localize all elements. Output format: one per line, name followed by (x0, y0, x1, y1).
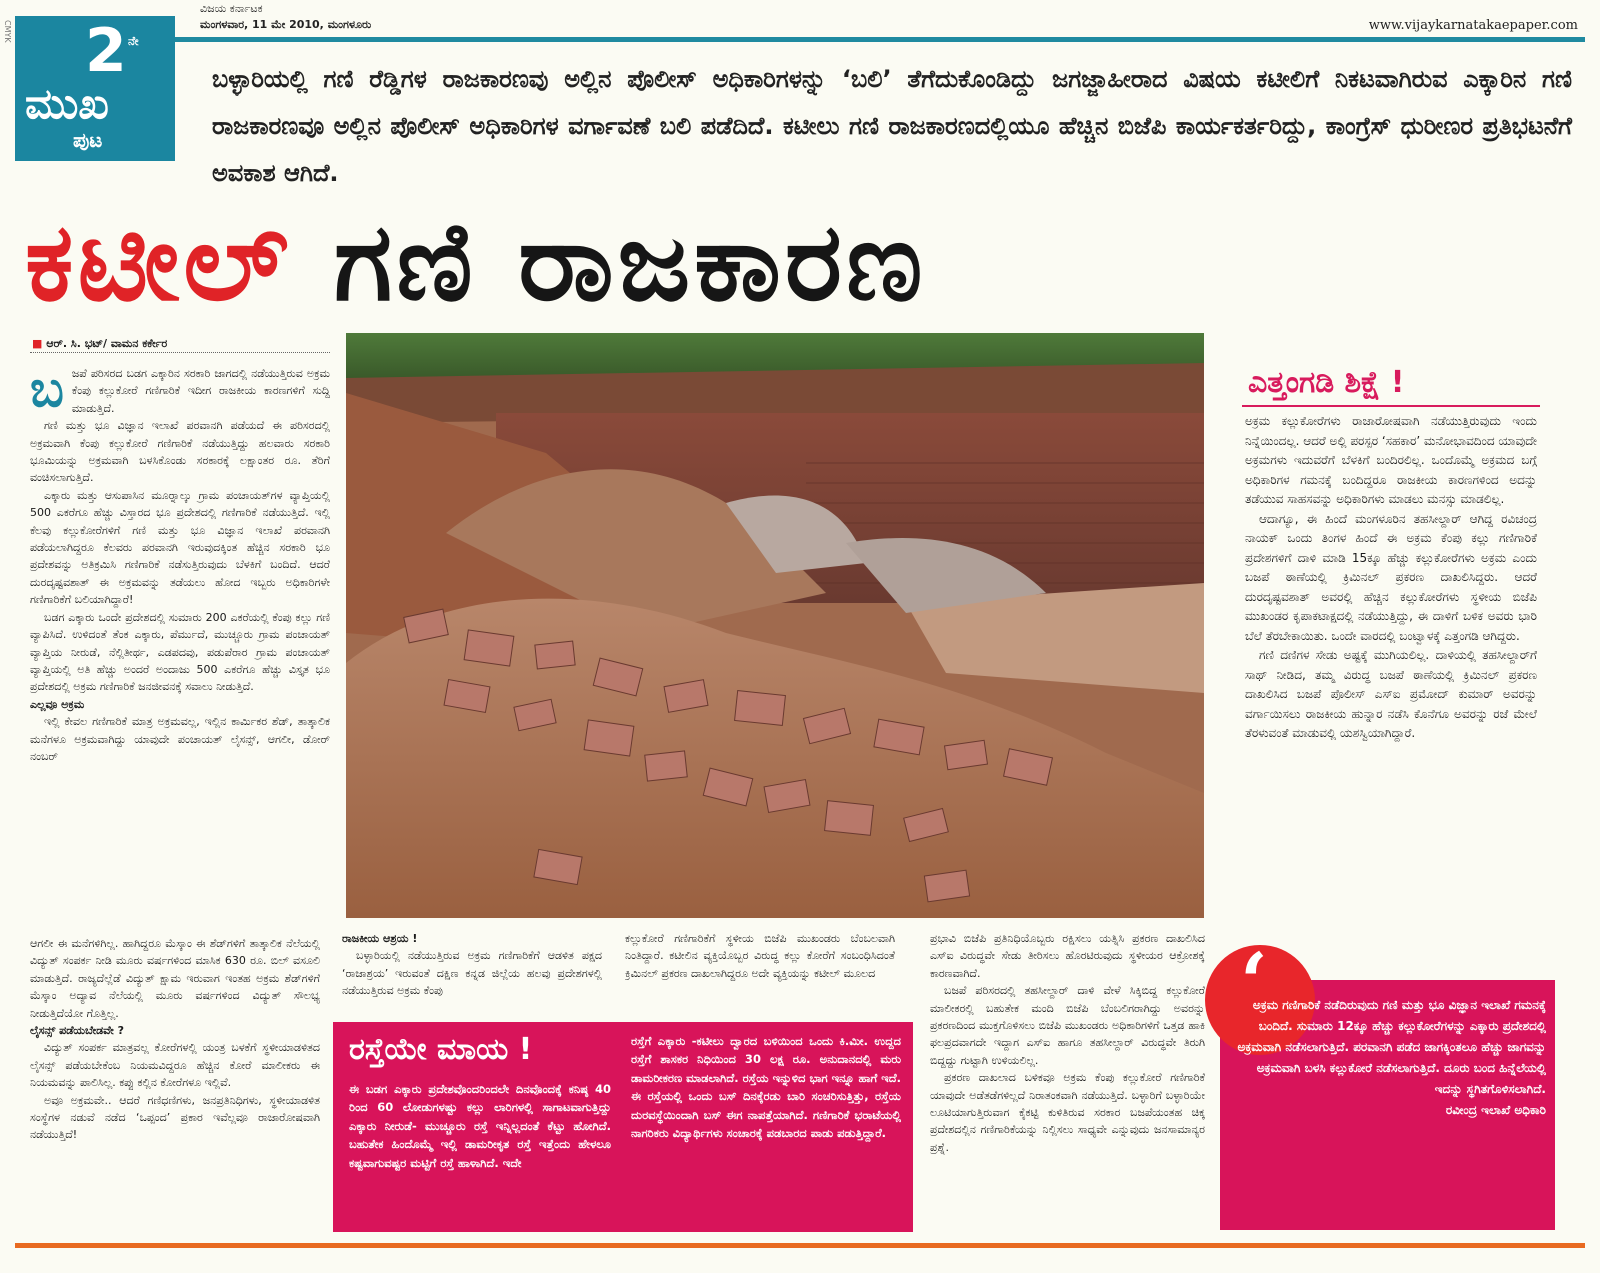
headline-black-part: ಗಣಿ ರಾಜಕಾರಣ (333, 200, 927, 325)
paragraph: ಕಲ್ಲುಕೋರೆ ಗಣಿಗಾರಿಕೆಗೆ ಸ್ಥಳೀಯ ಬಿಜೆಪಿ ಮುಖಂಡರು ಬೆಂಬಲವಾಗಿ ನಿಂತಿದ್ದಾರೆ. ಕಟೀಲಿನ ವ್ಯಕ್ತಿಯೊಬ್ಬರ ವಿರುದ್ಧ ಕಲ್ಲು ಕೋರೆಗೆ ಸಂಬಂಧಿಸಿದಂತೆ ಕ್ರಿಮಿನಲ್ ಪ್ರಕರಣ ದಾಖಲಾಗಿದ್ದರೂ ಅದೇ ವ್ಯಕ್ತಿಯನ್ನು ಕಟೀಲ್ ಮೂಲದ (625, 932, 895, 980)
badge-word: ಮುಖ (25, 79, 109, 128)
quarry-photo-illustration (346, 333, 1204, 918)
article-column-4 (930, 930, 1205, 1230)
road-box-title: ರಸ್ತೆಯೇ ಮಾಯ ! (349, 1032, 533, 1067)
byline-authors: ಆರ್. ಸಿ. ಭಟ್/ ವಾಮನ ಕರ್ಕೇರ (46, 337, 168, 350)
article-column-1-continued (30, 935, 320, 1235)
paragraph: ವಿದ್ಯುತ್ ಸಂಪರ್ಕ ಮಾತ್ರವಲ್ಲ ಕೋರೆಗಳಲ್ಲಿ ಯಂತ್ರ ಬಳಕೆಗೆ ಸ್ಥಳೀಯಾಡಳಿತದ ಲೈಸನ್ಸ್ ಪಡೆಯಬೇಕೆಂಬ ನಿಯಮವಿದ್ದರೂ ಹೆಚ್ಚಿನ ಕೋರೆ ಮಾಲೀಕರು ಈ ನಿಯಮವನ್ನು ಪಾಲಿಸಿಲ್ಲ. ಕಪ್ಪು ಕಲ್ಲಿನ ಕೋರೆಗಳೂ ಇಲ್ಲಿವೆ. (30, 1041, 320, 1090)
quote-body: ಅಕ್ರಮ ಗಣಿಗಾರಿಕೆ ನಡೆದಿರುವುದು ಗಣಿ ಮತ್ತು ಭೂ ವಿಜ್ಞಾನ ಇಲಾಖೆ ಗಮನಕ್ಕೆ ಬಂದಿದೆ. ಸುಮಾರು 12ಕ್ಕೂ ಹೆಚ್ಚು ಕಲ್ಲುಕೋರೆಗಳನ್ನು ಎಕ್ಕಾರು ಪ್ರದೇಶದಲ್ಲಿ ಅಕ್ರಮವಾಗಿ ನಡೆಸಲಾಗುತ್ತಿದೆ. ಪರವಾನಗಿ ಪಡೆದ ಜಾಗಕ್ಕಿಂತಲೂ ಹೆಚ್ಚು ಜಾಗವನ್ನು ಅಕ್ರಮವಾಗಿ ಬಳಸಿ ಕಲ್ಲುಕೋರೆ ನಡೆಸಲಾಗುತ್ತಿದೆ. ದೂರು ಬಂದ ಹಿನ್ನೆಲೆಯಲ್ಲಿ ಇದನ್ನು ಸ್ಥಗಿತಗೊಳಿಸಲಾಗಿದೆ. (1237, 998, 1546, 1096)
quote-attribution: ರವೀಂದ್ರ ಇಲಾಖೆ ಅಧಿಕಾರಿ (1445, 1103, 1546, 1117)
paragraph: ಇಲ್ಲಿ ಕೇವಲ ಗಣಿಗಾರಿಕೆ ಮಾತ್ರ ಅಕ್ರಮವಲ್ಲ, ಇಲ್ಲಿನ ಕಾರ್ಮಿಕರ ಶೆಡ್, ತಾತ್ಕಾಲಿಕ ಮನೆಗಳೂ ಅಕ್ರಮವಾಗಿದ್ದು ಯಾವುದೇ ಪಂಚಾಯತ್ ಲೈಸನ್ಸ್, ಆಗಲೀ, ಡೋರ್ ನಂಬರ್ (30, 715, 330, 763)
paragraph: ಆದಾಗ್ಯೂ, ಈ ಹಿಂದೆ ಮಂಗಳೂರಿನ ತಹಸೀಲ್ದಾರ್ ಆಗಿದ್ದ ರವಿಚಂದ್ರ ನಾಯಕ್ ಒಂದು ತಿಂಗಳ ಹಿಂದೆ ಈ ಅಕ್ರಮ ಕೆಂಪು ಕಲ್ಲು ಗಣಿಗಾರಿಕೆ ಪ್ರದೇಶಗಳಿಗೆ ದಾಳಿ ಮಾಡಿ 15ಕ್ಕೂ ಹೆಚ್ಚು ಕಲ್ಲುಕೋರೆಗಳು ಅಕ್ರಮ ಎಂದು ಬಜಪೆ ಠಾಣೆಯಲ್ಲಿ ಕ್ರಿಮಿನಲ್ ಪ್ರಕರಣ ದಾಖಲಿಸಿದ್ದರು. ಆದರೆ ದುರದೃಷ್ಟವಶಾತ್ ಅವರಲ್ಲಿ ಹೆಚ್ಚಿನ ಕಲ್ಲುಕೋರೆಗಳು ಸ್ಥಳೀಯ ಬಿಜೆಪಿ ಮುಖಂಡರ ಕೃಪಾಕಟಾಕ್ಷದಲ್ಲಿ ನಡೆಯುತ್ತಿದ್ದು, ಈ ದಾಳಿಗೆ ಬಳಿಕ ಅವರು ಭಾರಿ ಬೆಲೆ ತೆರಬೇಕಾಯಿತು. ಒಂದೇ ವಾರದಲ್ಲಿ ಬಂಟ್ವಾಳಕ್ಕೆ ಎತ್ತಂಗಡಿ ಆಗಿದ್ದರು. (1245, 511, 1537, 643)
date-line: ಮಂಗಳವಾರ, 11 ಮೇ 2010, ಮಂಗಳೂರು (200, 18, 372, 31)
subheading: ಎಲ್ಲವೂ ಅಕ್ರಮ (30, 697, 85, 711)
header-rule (15, 37, 1585, 42)
paragraph: ಆಗಲೀ ಈ ಮನೆಗಳಿಗಿಲ್ಲ. ಹಾಗಿದ್ದರೂ ಮೆಸ್ಕಾಂ ಈ ಶೆಡ್‌ಗಳಿಗೆ ತಾತ್ಕಾಲಿಕ ನೆಲೆಯಲ್ಲಿ ವಿದ್ಯುತ್ ಸಂಪರ್ಕ ನೀಡಿ ಮೂರು ವರ್ಷಗಳಿಂದ ಮಾಸಿಕ 630 ರೂ. ಬಿಲ್ ವಸೂಲಿ ಮಾಡುತ್ತಿದೆ. ರಾಜ್ಯದೆಲ್ಲೆಡೆ ವಿದ್ಯುತ್ ಕ್ಷಾಮ ಇರುವಾಗ ಇಂತಹ ಅಕ್ರಮ ಶೆಡ್‌ಗಳಿಗೆ ಮೆಸ್ಕಾಂ ಅದ್ಯಾವ ನೆಲೆಯಲ್ಲಿ ಮೂರು ವರ್ಷಗಳಿಂದ ವಿದ್ಯುತ್ ಸೌಲಭ್ಯ ನೀಡುತ್ತಿದೆಯೋ ಗೊತ್ತಿಲ್ಲ. (30, 937, 320, 1020)
print-registration-code: CMYK (3, 20, 12, 43)
badge-number: 2 (85, 16, 127, 86)
road-box-text-right: ರಸ್ತೆಗೆ ಎಕ್ಕಾರು -ಕಟೀಲು ದ್ವಾರದ ಬಳಿಯಿಂದ ಒಂದು ಕಿ.ಮೀ. ಉದ್ದದ ರಸ್ತೆಗೆ ಶಾಸಕರ ನಿಧಿಯಿಂದ 30 ಲಕ್ಷ ರೂ. ಅನುದಾನದಲ್ಲಿ ಮರು ಡಾಮರೀಕರಣ ಮಾಡಲಾಗಿದೆ. ರಸ್ತೆಯ ಇನ್ನುಳಿದ ಭಾಗ ಇನ್ನೂ ಹಾಗೆ ಇದೆ. ಈ ರಸ್ತೆಯಲ್ಲಿ ಒಂದು ಬಸ್ ದಿನಕ್ಕೆರಡು ಬಾರಿ ಸಂಚರಿಸುತ್ತಿತ್ತು, ರಸ್ತೆಯ ದುರವಸ್ಥೆಯಿಂದಾಗಿ ಬಸ್ ಈಗ ನಾಪತ್ತೆಯಾಗಿದೆ. ಗಣಿಗಾರಿಕೆ ಭರಾಟೆಯಲ್ಲಿ ನಾಗರಿಕರು ವಿದ್ಯಾರ್ಥಿಗಳು ಸಂಚಾರಕ್ಕೆ ಪಡಬಾರದ ಪಾಡು ಪಡುತ್ತಿದ್ದಾರೆ. (631, 1034, 901, 1141)
road-vanished-box (333, 1022, 913, 1232)
lede-paragraph: ಬಳ್ಳಾರಿಯಲ್ಲಿ ಗಣಿ ರೆಡ್ಡಿಗಳ ರಾಜಕಾರಣವು ಅಲ್ಲಿನ ಪೊಲೀಸ್ ಅಧಿಕಾರಿಗಳನ್ನು ‘ಬಲಿ’ ತೆಗೆದುಕೊಂಡಿದ್ದು ಜಗಜ್ಜಾಹೀರಾದ ವಿಷಯ ಕಟೀಲಿಗೆ ನಿಕಟವಾಗಿರುವ ಎಕ್ಕಾರಿನ ಗಣಿ ರಾಜಕಾರಣವೂ ಅಲ್ಲಿನ ಪೊಲೀಸ್ ಅಧಿಕಾರಿಗಳ ವರ್ಗಾವಣೆ ಬಲಿ ಪಡೆದಿದೆ. ಕಟೀಲು ಗಣಿ ರಾಜಕಾರಣದಲ್ಲಿಯೂ ಹೆಚ್ಚಿನ ಬಿಜೆಪಿ ಕಾರ್ಯಕರ್ತರಿದ್ದು, ಕಾಂಗ್ರೆಸ್ ಧುರೀಣರ ಪ್ರತಿಭಟನೆಗೆ ಅವಕಾಶ ಆಗಿದೆ. (212, 65, 1572, 187)
quote-text (1228, 995, 1546, 1121)
paragraph: ಅವೂ ಅಕ್ರಮವೇ.. ಆದರೆ ಗಣಿಧಣಿಗಳು, ಜನಪ್ರತಿನಿಧಿಗಳು, ಸ್ಥಳೀಯಾಡಳಿತ ಸಂಸ್ಥೆಗಳ ನಡುವೆ ನಡೆದ ‘ಒಪ್ಪಂದ’ ಪ್ರಕಾರ ಇವೆಲ್ಲವೂ ರಾಜಾರೋಷವಾಗಿ ನಡೆಯುತ್ತಿದೆ! (30, 1093, 320, 1142)
quote-mark-icon: ‘ (1240, 935, 1268, 1029)
article-column-1 (30, 365, 330, 920)
sidebar-rule (1242, 405, 1540, 407)
byline-bullet-icon: ■ (32, 337, 43, 350)
website-url[interactable]: www.vijaykarnatakaepaper.com (1368, 18, 1578, 33)
paragraph: ಪ್ರಭಾವಿ ಬಿಜೆಪಿ ಪ್ರತಿನಿಧಿಯೊಬ್ಬರು ರಕ್ಷಿಸಲು ಯತ್ನಿಸಿ ಪ್ರಕರಣ ದಾಖಲಿಸಿದ ಎಸ್‌ಐ ವಿರುದ್ಧವೇ ಸೇಡು ತೀರಿಸಲು ಹೊರಟಿರುವುದು ಸ್ಥಳೀಯರ ಆಕ್ರೋಶಕ್ಕೆ ಕಾರಣವಾಗಿದೆ. (930, 932, 1205, 980)
article-column-3 (625, 930, 895, 1015)
paragraph: ಅಕ್ರಮ ಕಲ್ಲುಕೋರೆಗಳು ರಾಜಾರೋಷವಾಗಿ ನಡೆಯುತ್ತಿರುವುದು ಇಂದು ನಿನ್ನೆಯಿಂದಲ್ಲ. ಆದರೆ ಅಲ್ಲಿ ಪರಸ್ಪರ ‘ಸಹಕಾರ’ ಮನೋಭಾವದಿಂದ ಯಾವುದೇ ಅಕ್ರಮಗಳು ಇದುವರೆಗೆ ಬೆಳಕಿಗೆ ಬಂದಿರಲಿಲ್ಲ. ಒಂದೊಮ್ಮೆ ಅಕ್ರಮದ ಬಗ್ಗೆ ಅಧಿಕಾರಿಗಳ ಗಮನಕ್ಕೆ ಬಂದಿದ್ದರೂ ರಾಜಕೀಯ ಕಾರಣಗಳಿಂದ ಅದನ್ನು ತಡೆಯುವ ಸಾಹಸವನ್ನು ಅಧಿಕಾರಿಗಳು ಮಾಡಲು ಮನಸ್ಸು ಮಾಡಲಿಲ್ಲ. (1245, 414, 1537, 506)
paragraph: ಪ್ರಕರಣ ದಾಖಲಾದ ಬಳಿಕವೂ ಅಕ್ರಮ ಕೆಂಪು ಕಲ್ಲುಕೋರೆ ಗಣಿಗಾರಿಕೆ ಯಾವುದೇ ಅಡೆತಡೆಗಳಿಲ್ಲದೆ ನಿರಾತಂಕವಾಗಿ ನಡೆಯುತ್ತಿದೆ. ಬಳ್ಳಾರಿಗೆ ಬಳ್ಳಾರಿಯೇ ಲೂಟಿಯಾಗುತ್ತಿರುವಾಗ ಕೈಕಟ್ಟಿ ಕುಳಿತಿರುವ ಸರಕಾರ ಬಜಪೆಯಂತಹ ಚಿಕ್ಕ ಪ್ರದೇಶದಲ್ಲಿನ ಗಣಿಗಾರಿಕೆಯನ್ನು ನಿಲ್ಲಿಸಲು ಸಾಧ್ಯವೇ ಎನ್ನುವುದು ಜನಸಾಮಾನ್ಯರ ಪ್ರಶ್ನೆ. (930, 1071, 1205, 1154)
quarry-photo (346, 333, 1204, 918)
footer-rule (15, 1243, 1585, 1248)
headline-red-part: ಕಟೀಲ್ (25, 200, 293, 325)
drop-cap: ಬ (30, 365, 64, 418)
badge-subword: ಪುಟ (73, 128, 103, 152)
paragraph: ಎಕ್ಕಾರು ಮತ್ತು ಆಸುಪಾಸಿನ ಮೂರ್‍ನಾಲ್ಕು ಗ್ರಾಮ ಪಂಚಾಯತ್‌ಗಳ ವ್ಯಾಪ್ತಿಯಲ್ಲಿ 500 ಎಕರೆಗೂ ಹೆಚ್ಚು ವಿಸ್ತಾರದ ಭೂ ಪ್ರದೇಶದಲ್ಲಿ ಗಣಿಗಾರಿಕೆ ನಡೆಯುತ್ತಿದೆ. ಇಲ್ಲಿ ಕೆಲವು ಕಲ್ಲುಕೋರೆಗಳಿಗೆ ಗಣಿ ಮತ್ತು ಭೂ ವಿಜ್ಞಾನ ಇಲಾಖೆ ಪರವಾನಗಿ ಪಡೆಯಲಾಗಿದ್ದರೂ ಕೆಲವರು ಪರವಾನಗಿ ಇರುವುದಕ್ಕಿಂತ ಹೆಚ್ಚಿನ ಸರಕಾರಿ ಭೂ ಪ್ರದೇಶವನ್ನು ಅತಿಕ್ರಮಿಸಿ ಗಣಿಗಾರಿಕೆ ನಡೆಸುತ್ತಿರುವುದು ಬೆಳಕಿಗೆ ಬಂದಿದೆ. ಆದರೆ ದುರದೃಷ್ಟವಶಾತ್ ಈ ಅಕ್ರಮವನ್ನು ತಡೆಯಲು ಹೋದ ಇಬ್ಬರು ಅಧಿಕಾರಿಗಳೇ ಗಣಿಗಾರಿಕೆಗೆ ಬಲಿಯಾಗಿದ್ದಾರೆ! (30, 488, 330, 607)
sidebar-title: ಎತ್ತಂಗಡಿ ಶಿಕ್ಷೆ ! (1248, 365, 1405, 400)
road-box-text-left: ಈ ಬಡಗ ಎಕ್ಕಾರು ಪ್ರದೇಶವೊಂದರಿಂದಲೇ ದಿನವೊಂದಕ್ಕೆ ಕನಿಷ್ಠ 40 ರಿಂದ 60 ಲೋಡುಗಳಷ್ಟು ಕಲ್ಲು ಲಾರಿಗಳಲ್ಲಿ ಸಾಗಾಟವಾಗುತ್ತಿದ್ದು ಎಕ್ಕಾರು ನೀರುಡೆ- ಮುಚ್ಚೂರು ರಸ್ತೆ ಇನ್ನಿಲ್ಲದಂತೆ ಕೆಟ್ಟು ಹೋಗಿದೆ. ಬಹುತೇಕ ಹಿಂದೊಮ್ಮೆ ಇಲ್ಲಿ ಡಾಮರೀಕೃತ ರಸ್ತೆ ಇತ್ತೆಂದು ಹೇಳಲೂ ಕಷ್ಟವಾಗುವಷ್ಟರ ಮಟ್ಟಿಗೆ ರಸ್ತೆ ಹಾಳಾಗಿದೆ. ಇದೇ (349, 1082, 611, 1170)
paragraph: ಜಪೆ ಪರಿಸರದ ಬಡಗ ಎಕ್ಕಾರಿನ ಸರಕಾರಿ ಜಾಗದಲ್ಲಿ ನಡೆಯುತ್ತಿರುವ ಅಕ್ರಮ ಕೆಂಪು ಕಲ್ಲುಕೋರೆ ಗಣಿಗಾರಿಕೆ ಇದೀಗ ರಾಜಕೀಯ ಕಾರಣಗಳಿಗೆ ಸುದ್ದಿ ಮಾಡುತ್ತಿದೆ. (71, 367, 330, 415)
paragraph: ಗಣಿ ಮತ್ತು ಭೂ ವಿಜ್ಞಾನ ಇಲಾಖೆ ಪರವಾನಗಿ ಪಡೆಯದೆ ಈ ಪರಿಸರದಲ್ಲಿ ಅಕ್ರಮವಾಗಿ ಕೆಂಪು ಕಲ್ಲುಕೋರೆ ಗಣಿಗಾರಿಕೆ ನಡೆಯುತ್ತಿದ್ದು ಹಲವಾರು ಸರಕಾರಿ ಭೂಮಿಯನ್ನು ಅಕ್ರಮವಾಗಿ ಬಳಸಿಕೊಂಡು ಸರಕಾರಕ್ಕೆ ಲಕ್ಷಾಂತರ ರೂ. ತೆರಿಗೆ ವಂಚಿಸಲಾಗುತ್ತಿದೆ. (30, 419, 330, 485)
byline (32, 337, 167, 351)
byline-rule (30, 352, 330, 353)
paragraph: ಬಡಗ ಎಕ್ಕಾರು ಒಂದೇ ಪ್ರದೇಶದಲ್ಲಿ ಸುಮಾರು 200 ಎಕರೆಯಲ್ಲಿ ಕೆಂಪು ಕಲ್ಲು ಗಣಿ ವ್ಯಾಪಿಸಿದೆ. ಉಳಿದಂತೆ ತೆಂಕ ಎಕ್ಕಾರು, ಪೆರ್ಮುದೆ, ಮುಚ್ಚೂರು ಗ್ರಾಮ ಪಂಚಾಯತ್ ವ್ಯಾಪ್ತಿಯ ನೀರುಡೆ, ನೆಲ್ಲಿತೀರ್ಥ, ಎಡಪದವು, ಪಡುಪೆರಾರ ಗ್ರಾಮ ಪಂಚಾಯತ್ ವ್ಯಾಪ್ತಿಯಲ್ಲಿ ಅತಿ ಹೆಚ್ಚು ಅಂದರೆ ಅಂದಾಜು 500 ಎಕರೆಗೂ ಹೆಚ್ಚು ವಿಸ್ತೃತ ಭೂ ಪ್ರದೇಶದಲ್ಲಿ ಅಕ್ರಮ ಗಣಿಗಾರಿಕೆ ಜನಜೀವನಕ್ಕೆ ಸವಾಲು ನೀಡುತ್ತಿದೆ. (30, 610, 330, 694)
paragraph: ಬಳ್ಳಾರಿಯಲ್ಲಿ ನಡೆಯುತ್ತಿರುವ ಅಕ್ರಮ ಗಣಿಗಾರಿಕೆಗೆ ಆಡಳಿತ ಪಕ್ಷದ ‘ರಾಜಾಶ್ರಯ’ ಇರುವಂತೆ ದಕ್ಷಿಣ ಕನ್ನಡ ಜಿಲ್ಲೆಯ ಹಲವು ಪ್ರದೇಶಗಳಲ್ಲಿ ನಡೆಯುತ್ತಿರುವ ಅಕ್ರಮ ಕೆಂಪು (342, 949, 602, 998)
subheading: ಲೈಸನ್ಸ್ ಪಡೆಯಬೇಡವೇ ? (30, 1024, 125, 1038)
subheading: ರಾಜಕೀಯ ಆಶ್ರಯ ! (342, 932, 418, 945)
headline (25, 200, 1570, 325)
paragraph: ಗಣಿ ದಣಿಗಳ ಸೇಡು ಅಷ್ಟಕ್ಕೆ ಮುಗಿಯಲಿಲ್ಲ. ದಾಳಿಯಲ್ಲಿ ತಹಸೀಲ್ದಾರ್‌ಗೆ ಸಾಥ್ ನೀಡಿದ, ತಮ್ಮ ವಿರುದ್ಧ ಬಜಪೆ ಠಾಣೆಯಲ್ಲಿ ಕ್ರಿಮಿನಲ್ ಪ್ರಕರಣ ದಾಖಲಿಸಿದ ಬಜಪೆ ಪೊಲೀಸ್ ಎಸ್‌ಐ ಪ್ರಮೋದ್ ಕುಮಾರ್ ಅವರನ್ನು ವರ್ಗಾಯಿಸಲು ರಾಜಕೀಯ ಹುನ್ನಾರ ನಡೆಸಿ ಕೊನೆಗೂ ಅವರನ್ನು ರಜೆ ಮೇಲೆ ತೆರಳುವಂತೆ ಮಾಡುವಲ್ಲಿ ಯಶಸ್ವಿಯಾಗಿದ್ದಾರೆ. (1245, 648, 1537, 740)
badge-suffix: ನೇ (128, 34, 139, 48)
paragraph: ಬಜಪೆ ಪರಿಸರದಲ್ಲಿ ತಹಸೀಲ್ದಾರ್ ದಾಳಿ ವೇಳೆ ಸಿಕ್ಕಿಬಿದ್ದ ಕಲ್ಲುಕೋರೆ ಮಾಲೀಕರಲ್ಲಿ ಬಹುತೇಕ ಮಂದಿ ಬಿಜೆಪಿ ಬೆಂಬಲಿಗರಾಗಿದ್ದು ಅವರನ್ನು ಪ್ರಕರಣದಿಂದ ಮುಕ್ತಗೊಳಿಸಲು ಬಿಜೆಪಿ ಮುಖಂಡರು ಅಧಿಕಾರಿಗಳಿಗೆ ಒತ್ತಡ ಹಾಕಿ ಫಲಪ್ರದವಾಗದೇ ಇದ್ದಾಗ ಎಸ್‌ಐ ಹಾಗೂ ತಹಸೀಲ್ದಾರ್ ವಿರುದ್ಧವೇ ತಿರುಗಿ ಬಿದ್ದದ್ದು ಗುಟ್ಟಾಗಿ ಉಳಿಯಲಿಲ್ಲ. (930, 984, 1205, 1067)
sidebar-text (1245, 412, 1537, 972)
page-number-badge (15, 16, 175, 161)
article-column-2 (342, 930, 602, 1015)
paper-name: ವಿಜಯ ಕರ್ನಾಟಕ (200, 2, 263, 15)
